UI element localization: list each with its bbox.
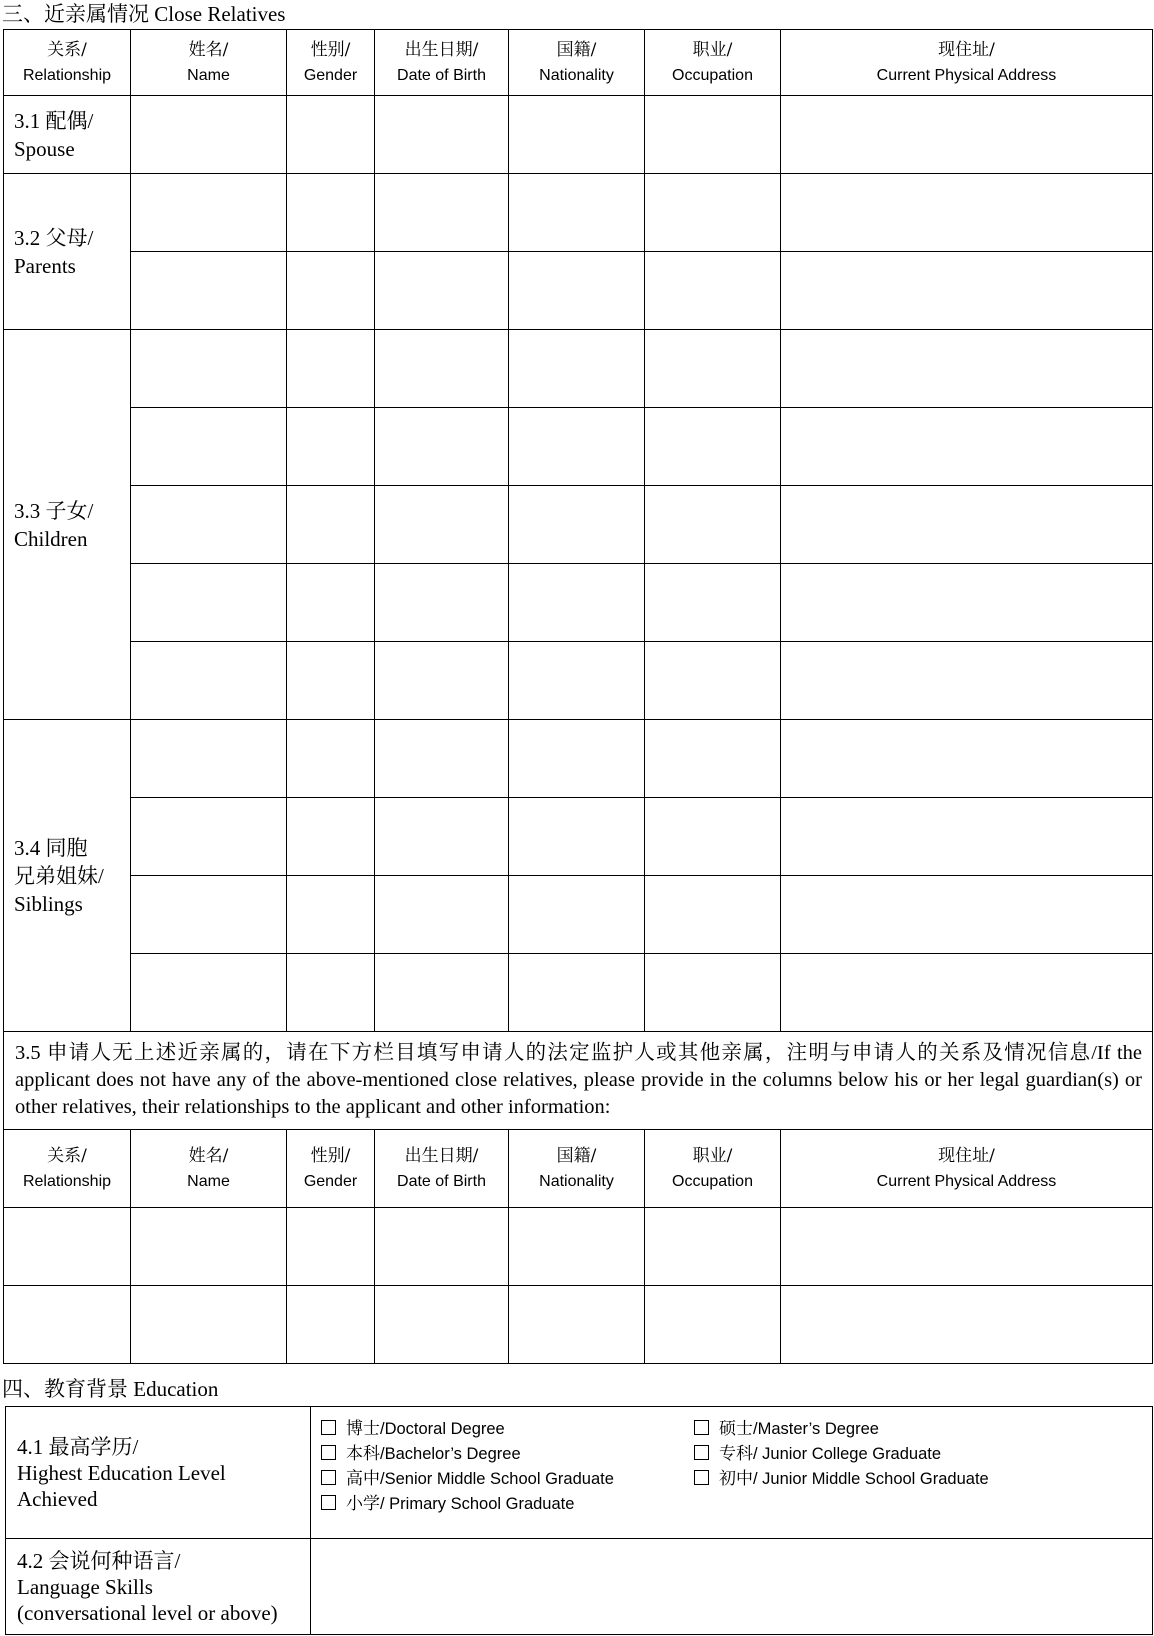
option-doctoral[interactable]: 博士/Doctoral Degree (321, 1417, 694, 1442)
option-bachelor[interactable]: 本科/Bachelor’s Degree (321, 1442, 694, 1467)
guardian-name-cell[interactable] (131, 1286, 287, 1364)
sibling-address-cell[interactable] (781, 876, 1153, 954)
parent-row (4, 252, 1153, 330)
guardian-occupation-cell[interactable] (645, 1208, 781, 1286)
header-gender: 性别/ Gender (287, 30, 375, 96)
sibling-dob-cell[interactable] (375, 798, 509, 876)
guardian-note: 3.5 申请人无上述近亲属的，请在下方栏目填写申请人的法定监护人或其他亲属，注明与申请人的关系及情况信息/If the applicant does not have any of the above-mentioned close relatives, please provide in the columns below his or her legal guardian(s) or other relatives, their relationships to the applicant and other information: (4, 1032, 1153, 1130)
guardian-dob-cell[interactable] (375, 1286, 509, 1364)
child-address-cell[interactable] (781, 408, 1153, 486)
option-senior-middle[interactable]: 高中/Senior Middle School Graduate (321, 1467, 694, 1492)
child-occupation-cell[interactable] (645, 330, 781, 408)
sibling-row (4, 720, 1153, 798)
parent-name-cell[interactable] (131, 252, 287, 330)
option-junior-middle[interactable]: 初中/ Junior Middle School Graduate (694, 1467, 1094, 1492)
child-dob-cell[interactable] (375, 408, 509, 486)
sibling-address-cell[interactable] (781, 720, 1153, 798)
child-address-cell[interactable] (781, 486, 1153, 564)
parent-occupation-cell[interactable] (645, 174, 781, 252)
child-row (4, 642, 1153, 720)
child-row (4, 564, 1153, 642)
sibling-dob-cell[interactable] (375, 876, 509, 954)
sibling-dob-cell[interactable] (375, 954, 509, 1032)
sibling-address-cell[interactable] (781, 798, 1153, 876)
section-3-title: 三、近亲属情况 Close Relatives (2, 2, 286, 26)
child-nationality-cell[interactable] (509, 330, 645, 408)
sibling-occupation-cell[interactable] (645, 798, 781, 876)
guardian-row (4, 1286, 1153, 1364)
option-master[interactable]: 硕士/Master’s Degree (694, 1417, 1094, 1442)
parent-nationality-cell[interactable] (509, 252, 645, 330)
spouse-occupation-cell[interactable] (645, 96, 781, 174)
spouse-address-cell[interactable] (781, 96, 1153, 174)
sibling-nationality-cell[interactable] (509, 876, 645, 954)
spouse-row (4, 96, 1153, 174)
child-name-cell[interactable] (131, 486, 287, 564)
children-label: 3.3 子女/ Children (4, 330, 131, 720)
header-row (4, 30, 1153, 96)
spouse-name-cell[interactable] (131, 96, 287, 174)
parent-row (4, 174, 1153, 252)
checkbox-doctoral[interactable] (321, 1420, 336, 1435)
spouse-gender-cell[interactable] (287, 96, 375, 174)
parent-occupation-cell[interactable] (645, 252, 781, 330)
sibling-row (4, 798, 1153, 876)
sibling-row (4, 876, 1153, 954)
guardian-name-cell[interactable] (131, 1208, 287, 1286)
highest-education-label: 4.1 最高学历/ Highest Education Level Achieved (6, 1407, 311, 1539)
close-relatives-table (3, 29, 1153, 1364)
child-gender-cell[interactable] (287, 330, 375, 408)
header-address: 现住址/ Current Physical Address (781, 30, 1153, 96)
sibling-nationality-cell[interactable] (509, 720, 645, 798)
sibling-name-cell[interactable] (131, 720, 287, 798)
child-nationality-cell[interactable] (509, 642, 645, 720)
guardian-occupation-cell[interactable] (645, 1286, 781, 1364)
guardian-address-cell[interactable] (781, 1286, 1153, 1364)
child-occupation-cell[interactable] (645, 486, 781, 564)
child-name-cell[interactable] (131, 642, 287, 720)
child-gender-cell[interactable] (287, 486, 375, 564)
siblings-label: 3.4 同胞 兄弟姐妹/ Siblings (4, 720, 131, 1032)
spouse-dob-cell[interactable] (375, 96, 509, 174)
parents-label: 3.2 父母/ Parents (4, 174, 131, 330)
child-dob-cell[interactable] (375, 330, 509, 408)
header-date-of-birth: 出生日期/ Date of Birth (375, 30, 509, 96)
guardian-gender-cell[interactable] (287, 1208, 375, 1286)
guardian-header-row (4, 1130, 1153, 1208)
child-address-cell[interactable] (781, 564, 1153, 642)
language-skills-label: 4.2 会说何种语言/ Language Skills (conversational level or above) (6, 1539, 311, 1635)
child-nationality-cell[interactable] (509, 486, 645, 564)
sibling-name-cell[interactable] (131, 954, 287, 1032)
child-name-cell[interactable] (131, 330, 287, 408)
guardian-address-cell[interactable] (781, 1208, 1153, 1286)
parent-nationality-cell[interactable] (509, 174, 645, 252)
sibling-nationality-cell[interactable] (509, 954, 645, 1032)
child-occupation-cell[interactable] (645, 642, 781, 720)
header-name: 姓名/ Name (131, 1130, 287, 1208)
checkbox-bachelor[interactable] (321, 1445, 336, 1460)
child-name-cell[interactable] (131, 564, 287, 642)
highest-education-options (311, 1407, 1153, 1539)
language-skills-row (6, 1539, 1153, 1635)
parent-dob-cell[interactable] (375, 174, 509, 252)
guardian-dob-cell[interactable] (375, 1208, 509, 1286)
guardian-relationship-cell[interactable] (4, 1286, 131, 1364)
guardian-note-row (4, 1032, 1153, 1130)
parent-gender-cell[interactable] (287, 174, 375, 252)
child-name-cell[interactable] (131, 408, 287, 486)
child-occupation-cell[interactable] (645, 408, 781, 486)
child-row (4, 486, 1153, 564)
child-dob-cell[interactable] (375, 642, 509, 720)
child-dob-cell[interactable] (375, 486, 509, 564)
sibling-row (4, 954, 1153, 1032)
child-address-cell[interactable] (781, 642, 1153, 720)
sibling-occupation-cell[interactable] (645, 876, 781, 954)
sibling-gender-cell[interactable] (287, 798, 375, 876)
spouse-nationality-cell[interactable] (509, 96, 645, 174)
header-occupation: 职业/ Occupation (645, 1130, 781, 1208)
checkbox-master[interactable] (694, 1420, 709, 1435)
option-primary[interactable]: 小学/ Primary School Graduate (321, 1492, 694, 1517)
guardian-nationality-cell[interactable] (509, 1208, 645, 1286)
sibling-occupation-cell[interactable] (645, 954, 781, 1032)
guardian-relationship-cell[interactable] (4, 1208, 131, 1286)
highest-education-row (6, 1407, 1153, 1539)
child-gender-cell[interactable] (287, 642, 375, 720)
header-name: 姓名/ Name (131, 30, 287, 96)
header-gender: 性别/ Gender (287, 1130, 375, 1208)
sibling-address-cell[interactable] (781, 954, 1153, 1032)
checkbox-junior-middle[interactable] (694, 1470, 709, 1485)
sibling-gender-cell[interactable] (287, 876, 375, 954)
sibling-occupation-cell[interactable] (645, 720, 781, 798)
section-4-title: 四、教育背景 Education (2, 1377, 219, 1401)
spouse-label: 3.1 配偶/ Spouse (4, 96, 131, 174)
sibling-name-cell[interactable] (131, 798, 287, 876)
sibling-dob-cell[interactable] (375, 720, 509, 798)
header-relationship: 关系/ Relationship (4, 1130, 131, 1208)
checkbox-primary[interactable] (321, 1495, 336, 1510)
child-nationality-cell[interactable] (509, 564, 645, 642)
header-nationality: 国籍/ Nationality (509, 1130, 645, 1208)
child-row (4, 408, 1153, 486)
guardian-gender-cell[interactable] (287, 1286, 375, 1364)
header-relationship: 关系/ Relationship (4, 30, 131, 96)
child-gender-cell[interactable] (287, 564, 375, 642)
header-nationality: 国籍/ Nationality (509, 30, 645, 96)
child-occupation-cell[interactable] (645, 564, 781, 642)
child-gender-cell[interactable] (287, 408, 375, 486)
child-nationality-cell[interactable] (509, 408, 645, 486)
parent-dob-cell[interactable] (375, 252, 509, 330)
guardian-nationality-cell[interactable] (509, 1286, 645, 1364)
option-junior-college[interactable]: 专科/ Junior College Graduate (694, 1442, 1094, 1467)
education-table (5, 1406, 1153, 1635)
sibling-gender-cell[interactable] (287, 954, 375, 1032)
sibling-nationality-cell[interactable] (509, 798, 645, 876)
parent-gender-cell[interactable] (287, 252, 375, 330)
header-date-of-birth: 出生日期/ Date of Birth (375, 1130, 509, 1208)
header-occupation: 职业/ Occupation (645, 30, 781, 96)
child-row (4, 330, 1153, 408)
sibling-gender-cell[interactable] (287, 720, 375, 798)
child-address-cell[interactable] (781, 330, 1153, 408)
parent-address-cell[interactable] (781, 174, 1153, 252)
parent-name-cell[interactable] (131, 174, 287, 252)
language-skills-input[interactable] (311, 1539, 1153, 1635)
checkbox-junior-college[interactable] (694, 1445, 709, 1460)
checkbox-senior-middle[interactable] (321, 1470, 336, 1485)
child-dob-cell[interactable] (375, 564, 509, 642)
guardian-row (4, 1208, 1153, 1286)
sibling-name-cell[interactable] (131, 876, 287, 954)
parent-address-cell[interactable] (781, 252, 1153, 330)
header-address: 现住址/ Current Physical Address (781, 1130, 1153, 1208)
